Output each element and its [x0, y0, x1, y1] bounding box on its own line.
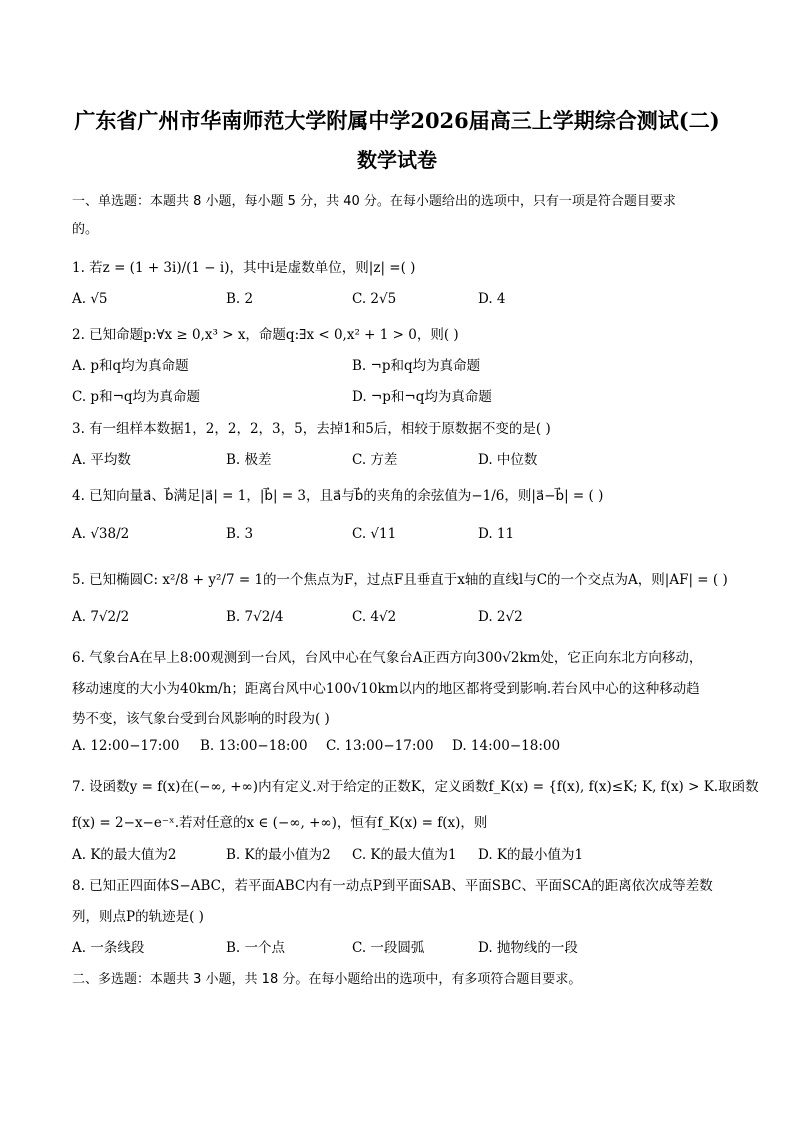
question-6-option-c: C. 13:00−17:00	[326, 738, 434, 754]
question-3-stem: 3. 有一组样本数据1，2，2，2，3，5，去掉1和5后，相较于原数据不变的是( )	[72, 421, 551, 437]
question-1-stem: 1. 若z = (1 + 3i)/(1 − i)，其中i是虚数单位，则|z| =( )	[72, 260, 416, 276]
question-8-option-d: D. 抛物线的一段	[478, 940, 578, 956]
question-4-option-c: C. √11	[352, 526, 397, 542]
question-6-option-b: B. 13:00−18:00	[200, 738, 308, 754]
question-8-option-a: A. 一条线段	[72, 940, 145, 956]
question-1-option-a: A. √5	[72, 291, 108, 307]
question-1-option-d: D. 4	[478, 291, 506, 307]
question-3-option-c: C. 方差	[352, 452, 398, 468]
section1-instructions-cont: 的。	[72, 222, 99, 237]
question-6-stem-line3: 势不变，该气象台受到台风影响的时段为( )	[72, 711, 330, 727]
question-5-option-a: A. 7√2/2	[72, 609, 130, 625]
question-7-stem-line2: f(x) = 2−x−e⁻ˣ.若对任意的x ∈ (−∞, +∞)，恒有f_K(x) = f(x)，则	[72, 815, 488, 831]
question-7-stem-line1: 7. 设函数y = f(x)在(−∞, +∞)内有定义.对于给定的正数K，定义函数f_K(x) = {f(x), f(x)≤K; K, f(x) > K.取函数	[72, 779, 759, 795]
question-8-stem-line2: 列，则点P的轨迹是( )	[72, 909, 204, 925]
question-6-stem-line2: 移动速度的大小为40km/h；距离台风中心100√10km以内的地区都将受到影响.若台风中心的这种移动趋	[72, 681, 700, 697]
question-6-option-d: D. 14:00−18:00	[452, 738, 561, 754]
question-2-option-a: A. p和q均为真命题	[72, 358, 189, 374]
question-2-option-d: D. ¬p和¬q均为真命题	[352, 389, 492, 405]
question-4-option-a: A. √38/2	[72, 526, 130, 542]
question-1-option-c: C. 2√5	[352, 291, 397, 307]
question-4-option-d: D. 11	[478, 526, 515, 542]
question-5-option-c: C. 4√2	[352, 609, 397, 625]
question-3-option-a: A. 平均数	[72, 452, 131, 468]
question-6-option-a: A. 12:00−17:00	[72, 738, 180, 754]
question-3-option-d: D. 中位数	[478, 452, 538, 468]
question-7-option-c: C. K的最大值为1	[352, 847, 457, 863]
question-6-stem-line1: 6. 气象台A在早上8:00观测到一台风，台风中心在气象台A正西方向300√2km处，它正向东北方向移动，	[72, 650, 703, 666]
question-7-option-d: D. K的最小值为1	[478, 847, 584, 863]
question-7-option-b: B. K的最小值为2	[226, 847, 331, 863]
question-2-option-c: C. p和¬q均为真命题	[72, 389, 201, 405]
question-1-option-b: B. 2	[226, 291, 254, 307]
question-5-stem: 5. 已知椭圆C: x²/8 + y²/7 = 1的一个焦点为F，过点F且垂直于x轴的直线l与C的一个交点为A，则|AF| = ( )	[72, 572, 728, 588]
question-4-stem: 4. 已知向量a⃗、b⃗满足|a⃗| = 1，|b⃗| = 3，且a⃗与b⃗的夹角的余弦值为−1/6，则|a⃗−b⃗| = ( )	[72, 488, 604, 504]
question-3-option-b: B. 极差	[226, 452, 272, 468]
question-2-option-b: B. ¬p和q均为真命题	[352, 358, 481, 374]
question-8-option-b: B. 一个点	[226, 940, 286, 956]
question-5-option-d: D. 2√2	[478, 609, 523, 625]
question-7-option-a: A. K的最大值为2	[72, 847, 177, 863]
question-2-stem: 2. 已知命题p:∀x ≥ 0,x³ > x，命题q:∃x < 0,x² + 1 > 0，则( )	[72, 327, 459, 343]
question-8-option-c: C. 一段圆弧	[352, 940, 425, 956]
question-4-option-b: B. 3	[226, 526, 254, 542]
question-5-option-b: B. 7√2/4	[226, 609, 284, 625]
exam-title: 广东省广州市华南师范大学附属中学2026届高三上学期综合测试(二)	[74, 108, 720, 133]
exam-subtitle: 数学试卷	[357, 148, 437, 172]
section1-instructions: 一、单选题：本题共 8 小题，每小题 5 分，共 40 分。在每小题给出的选项中，只有一项是符合题目要求	[72, 194, 676, 209]
question-8-stem-line1: 8. 已知正四面体S−ABC，若平面ABC内有一动点P到平面SAB、平面SBC、平面SCA的距离依次成等差数	[72, 878, 713, 894]
section2-instructions: 二、多选题：本题共 3 小题，共 18 分。在每小题给出的选项中，有多项符合题目要求。	[72, 972, 582, 987]
